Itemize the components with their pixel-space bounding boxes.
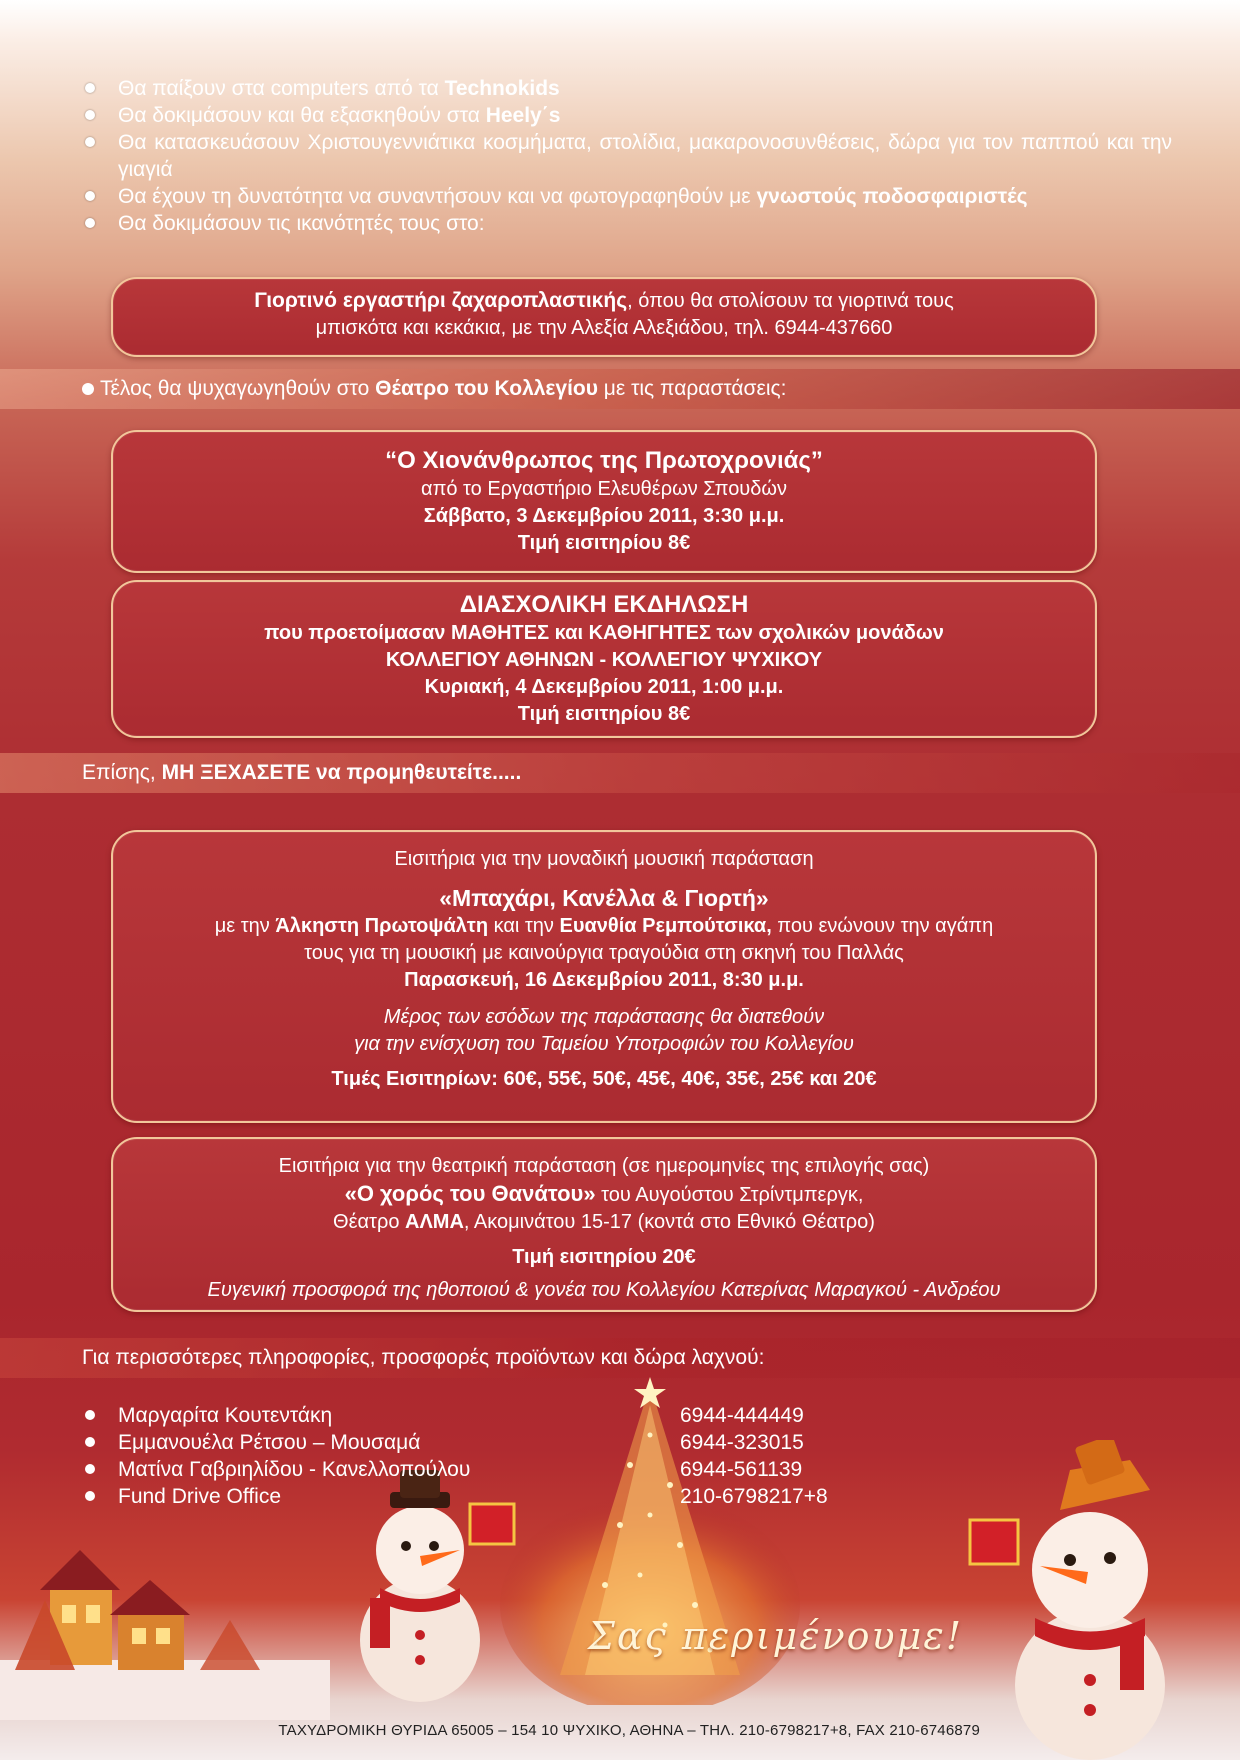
concert-title: «Μπαχάρι, Κανέλλα & Γιορτή» <box>439 885 769 911</box>
activities-list <box>82 75 1172 237</box>
concert-box <box>111 830 1097 1123</box>
activity-item: Θα έχουν τη δυνατότητα να συναντήσουν και να φωτογραφηθούν με γνωστούς ποδοσφαιριστές <box>82 183 1172 210</box>
contact-name: Εμμανουέλα Ρέτσου – Μουσαμά <box>118 1431 421 1454</box>
play-courtesy: Ευγενική προσφορά της ηθοποιού & γονέα του Κολλεγίου Κατερίνας Μαραγκού - Ανδρέου <box>207 1279 1001 1301</box>
contacts-list <box>82 1402 882 1510</box>
contact-name: Μαργαρίτα Κουτεντάκη <box>118 1404 333 1427</box>
reminder-band: Επίσης, ΜΗ ΞΕΧΑΣΕΤΕ να προμηθευτείτε..... <box>0 753 1240 793</box>
show1-price: Τιμή εισιτηρίου 8€ <box>517 532 691 554</box>
footer-address: ΤΑΧΥΔΡΟΜΙΚΗ ΘΥΡΙΔΑ 65005 – 154 10 ΨΥΧΙΚΟ, ΑΘΗΝΑ – ΤΗΛ. 210-6798217+8, FAX 210-6746879 <box>278 1722 980 1739</box>
village-houses-illustration <box>0 1520 330 1720</box>
activity-item: Θα παίξουν στα computers από τα Technokids <box>82 75 1172 102</box>
activity-item: Θα κατασκευάσουν Χριστουγεννιάτικα κοσμήματα, στολίδια, μακαρονοσυνθέσεις, δώρα για τον παππού και την γιαγιά <box>82 129 1172 183</box>
concert-intro: Εισιτήρια για την μοναδική μουσική παράσταση <box>394 848 814 870</box>
show1-date: Σάββατο, 3 Δεκεμβρίου 2011, 3:30 μ.μ. <box>423 505 785 527</box>
contact-phone: 6944-323015 <box>680 1431 804 1454</box>
contact-phone: 6944-444449 <box>680 1404 804 1427</box>
greeting-text: Σας περιμένουμε! <box>588 1614 964 1658</box>
contact-item <box>82 1483 882 1510</box>
show1-organizer: από το Εργαστήριο Ελευθέρων Σπουδών <box>421 478 787 500</box>
contact-item <box>82 1429 882 1456</box>
play-box <box>111 1137 1097 1312</box>
play-venue: Θέατρο ΑΛΜΑ, Ακομινάτου 15-17 (κοντά στο Εθνικό Θέατρο) <box>333 1211 875 1233</box>
concert-date: Παρασκευή, 16 Δεκεμβρίου 2011, 8:30 μ.μ. <box>404 969 804 991</box>
contact-item <box>82 1456 882 1483</box>
show2-line1: που προετοίμασαν ΜΑΘΗΤΕΣ και ΚΑΘΗΓΗΤΕΣ των σχολικών μονάδων <box>264 622 944 644</box>
contact-phone: 6944-561139 <box>680 1458 803 1481</box>
activity-item: Θα δοκιμάσουν τις ικανότητές τους στο: <box>82 210 1172 237</box>
workshop-details: μπισκότα και κεκάκια, με την Αλεξία Αλεξιάδου, τηλ. 6944-437660 <box>315 317 893 339</box>
concert-prices: Τιμές Εισιτηρίων: 60€, 55€, 50€, 45€, 40€, 35€, 25€ και 20€ <box>331 1068 877 1090</box>
concert-note: για την ενίσχυση του Ταμείου Υποτροφιών του Κολλεγίου <box>354 1033 854 1055</box>
workshop-title: Γιορτινό εργαστήρι ζαχαροπλαστικής <box>254 289 628 312</box>
play-title-line: «Ο χορός του Θανάτου» του Αυγούστου Στρίντμπεργκ, <box>344 1181 864 1206</box>
show2-line2: ΚΟΛΛΕΓΙΟΥ ΑΘΗΝΩΝ - ΚΟΛΛΕΓΙΟΥ ΨΥΧΙΚΟΥ <box>385 649 823 671</box>
play-price: Τιμή εισιτηρίου 20€ <box>512 1246 696 1268</box>
bullet-icon <box>82 383 94 395</box>
contact-name: Ματίνα Γαβριηλίδου - Κανελλοπούλου <box>118 1458 471 1481</box>
play-intro: Εισιτήρια για την θεατρική παράσταση (σε ημερομηνίες της επιλογής σας) <box>278 1155 930 1177</box>
show2-date: Κυριακή, 4 Δεκεμβρίου 2011, 1:00 μ.μ. <box>424 676 784 698</box>
workshop-box: Γιορτινό εργαστήρι ζαχαροπλαστικής, όπου θα στολίσουν τα γιορτινά τους μπισκότα και κεκάκια, με την Αλεξία Αλεξιάδου, τηλ. 6944-437660 <box>111 277 1097 357</box>
concert-description: τους για τη μουσική με καινούργια τραγούδια στη σκηνή του Παλλάς <box>304 942 904 964</box>
concert-performers: με την Άλκηστη Πρωτοψάλτη και την Ευανθία Ρεμπούτσικα, που ενώνουν την αγάπη <box>214 915 994 937</box>
contact-name: Fund Drive Office <box>118 1485 282 1508</box>
show2-title: ΔΙΑΣΧΟΛΙΚΗ ΕΚΔΗΛΩΣΗ <box>459 591 749 618</box>
show1-title: “Ο Χιονάνθρωπος της Πρωτοχρονιάς” <box>385 447 823 474</box>
contact-item <box>82 1402 882 1429</box>
activity-item: Θα δοκιμάσουν και θα εξασκηθούν στα Heely΄s <box>82 102 1172 129</box>
info-band: Για περισσότερες πληροφορίες, προσφορές προϊόντων και δώρα λαχνού: <box>0 1338 1240 1378</box>
concert-note: Μέρος των εσόδων της παράστασης θα διατεθούν <box>383 1006 825 1028</box>
show1-box <box>111 430 1097 573</box>
contact-phone: 210-6798217+8 <box>680 1485 828 1508</box>
snowman-with-gift-illustration <box>960 1440 1220 1760</box>
show2-price: Τιμή εισιτηρίου 8€ <box>517 703 691 725</box>
theater-band: Τέλος θα ψυχαγωγηθούν στο Θέατρο του Κολλεγίου με τις παραστάσεις: <box>0 369 1240 409</box>
show2-box <box>111 580 1097 738</box>
